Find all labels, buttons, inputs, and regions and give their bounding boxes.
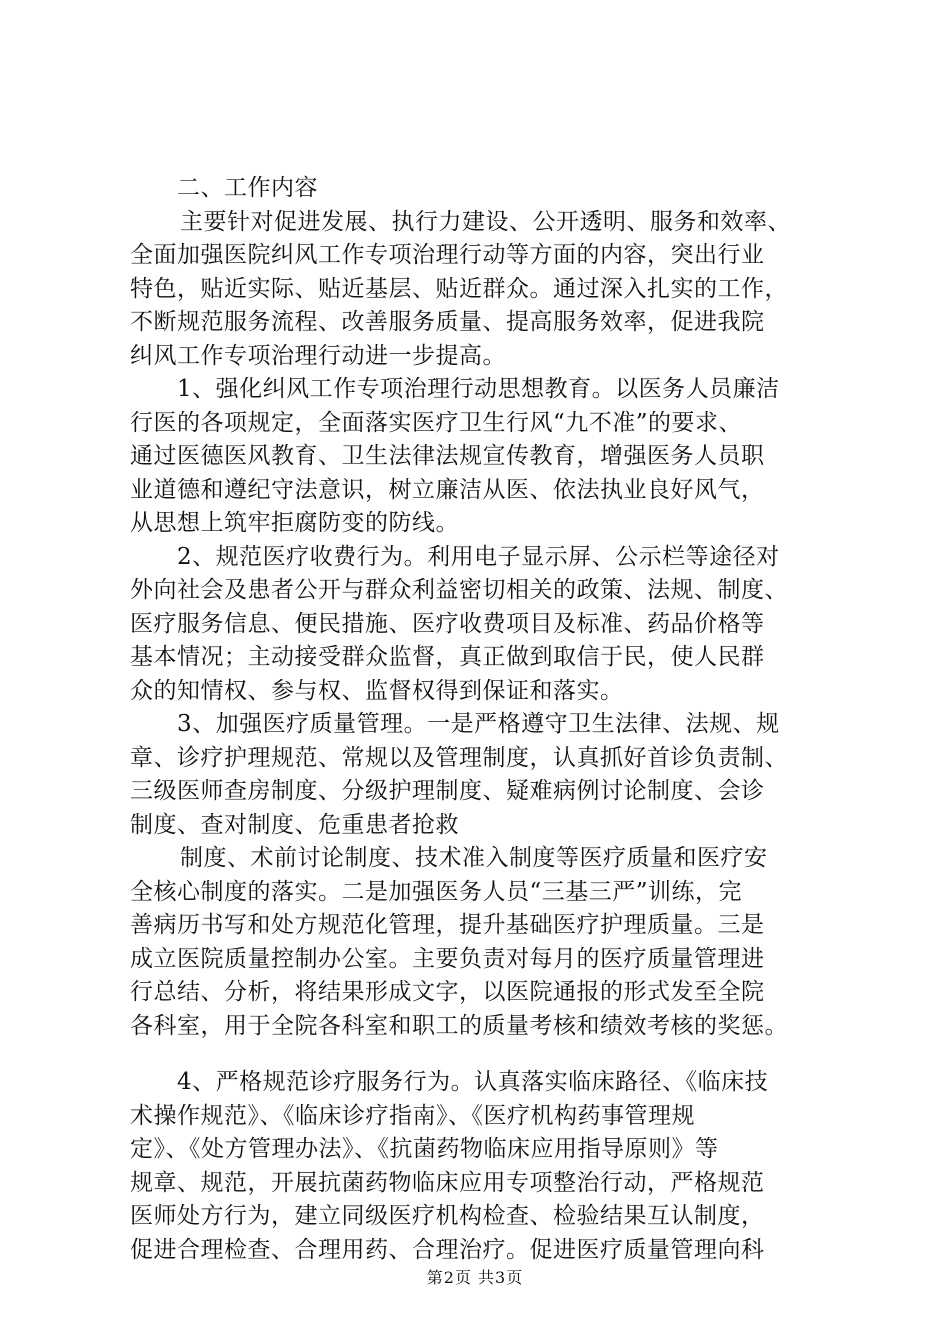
text-line: 促进合理检查、合理用药、合理治疗。促进医疗质量管理向科 [130, 1236, 765, 1263]
text-line: 3、加强医疗质量管理。一是严格遵守卫生法律、法规、规 [177, 711, 780, 737]
text-line: 善病历书写和处方规范化管理，提升基础医疗护理质量。三是 [130, 912, 765, 938]
text-line: 各科室，用于全院各科室和职工的质量考核和绩效考核的奖惩。 [130, 1012, 788, 1039]
paragraph-gap [130, 1043, 830, 1066]
text-line: 全核心制度的落实。二是加强医务人员“三基三严”训练，完 [130, 878, 743, 905]
text-line: 特色，贴近实际、贴近基层、贴近群众。通过深入扎实的工作， [130, 275, 788, 302]
document-body [130, 172, 830, 1267]
text-line: 纠风工作专项治理行动进一步提高。 [130, 342, 506, 369]
text-line: 成立医院质量控制办公室。主要负责对每月的医疗质量管理进 [130, 945, 765, 972]
text-line: 定》、《处方管理办法》、《抗菌药物临床应用指导原则》等 [130, 1136, 719, 1162]
text-line: 医师处方行为，建立同级医疗机构检查、检验结果互认制度， [130, 1203, 765, 1229]
text-line: 2、规范医疗收费行为。利用电子显示屏、公示栏等途径对 [177, 543, 780, 570]
text-line: 外向社会及患者公开与群众利益密切相关的政策、法规、制度、 [130, 577, 788, 603]
text-line: 行总结、分析，将结果形成文字，以医院通报的形式发至全院 [130, 979, 765, 1005]
text-line: 通过医德医风教育、卫生法律法规宣传教育，增强医务人员职 [130, 443, 765, 469]
text-line: 众的知情权、参与权、监督权得到保证和落实。 [130, 677, 624, 704]
text-line: 规章、规范，开展抗菌药物临床应用专项整治行动，严格规范 [130, 1169, 765, 1196]
text-line: 三级医师查房制度、分级护理制度、疑难病例讨论制度、会诊 [130, 778, 765, 804]
text-line: 章、诊疗护理规范、常规以及管理制度，认真抓好首诊负责制、 [130, 744, 788, 771]
text-line: 4、严格规范诊疗服务行为。认真落实临床路径、《临床技 [177, 1069, 769, 1095]
text-line: 不断规范服务流程、改善服务质量、提高服务效率，促进我院 [130, 309, 765, 335]
text-line: 基本情况；主动接受群众监督，真正做到取信于民，使人民群 [130, 644, 765, 670]
text-line: 全面加强医院纠风工作专项治理行动等方面的内容，突出行业 [130, 242, 765, 268]
text-line: 行医的各项规定，全面落实医疗卫生行风“九不准”的要求、 [130, 409, 743, 436]
text-line: 制度、查对制度、危重患者抢救 [130, 811, 459, 838]
section-heading: 二、工作内容 [177, 175, 318, 201]
text-line: 业道德和遵纪守法意识，树立廉洁从医、依法执业良好风气， [130, 476, 765, 503]
text-line: 主要针对促进发展、执行力建设、公开透明、服务和效率、 [180, 208, 791, 235]
text-line: 术操作规范》、《临床诊疗指南》、《医疗机构药事管理规 [130, 1102, 695, 1129]
text-line: 制度、术前讨论制度、技术准入制度等医疗质量和医疗安 [180, 845, 768, 871]
text-line: 医疗服务信息、便民措施、医疗收费项目及标准、药品价格等 [130, 610, 765, 637]
text-line: 1、强化纠风工作专项治理行动思想教育。以医务人员廉洁 [177, 376, 780, 402]
page-footer: 第2页 共3页 [426, 1268, 524, 1287]
text-line: 从思想上筑牢拒腐防变的防线。 [130, 510, 459, 536]
